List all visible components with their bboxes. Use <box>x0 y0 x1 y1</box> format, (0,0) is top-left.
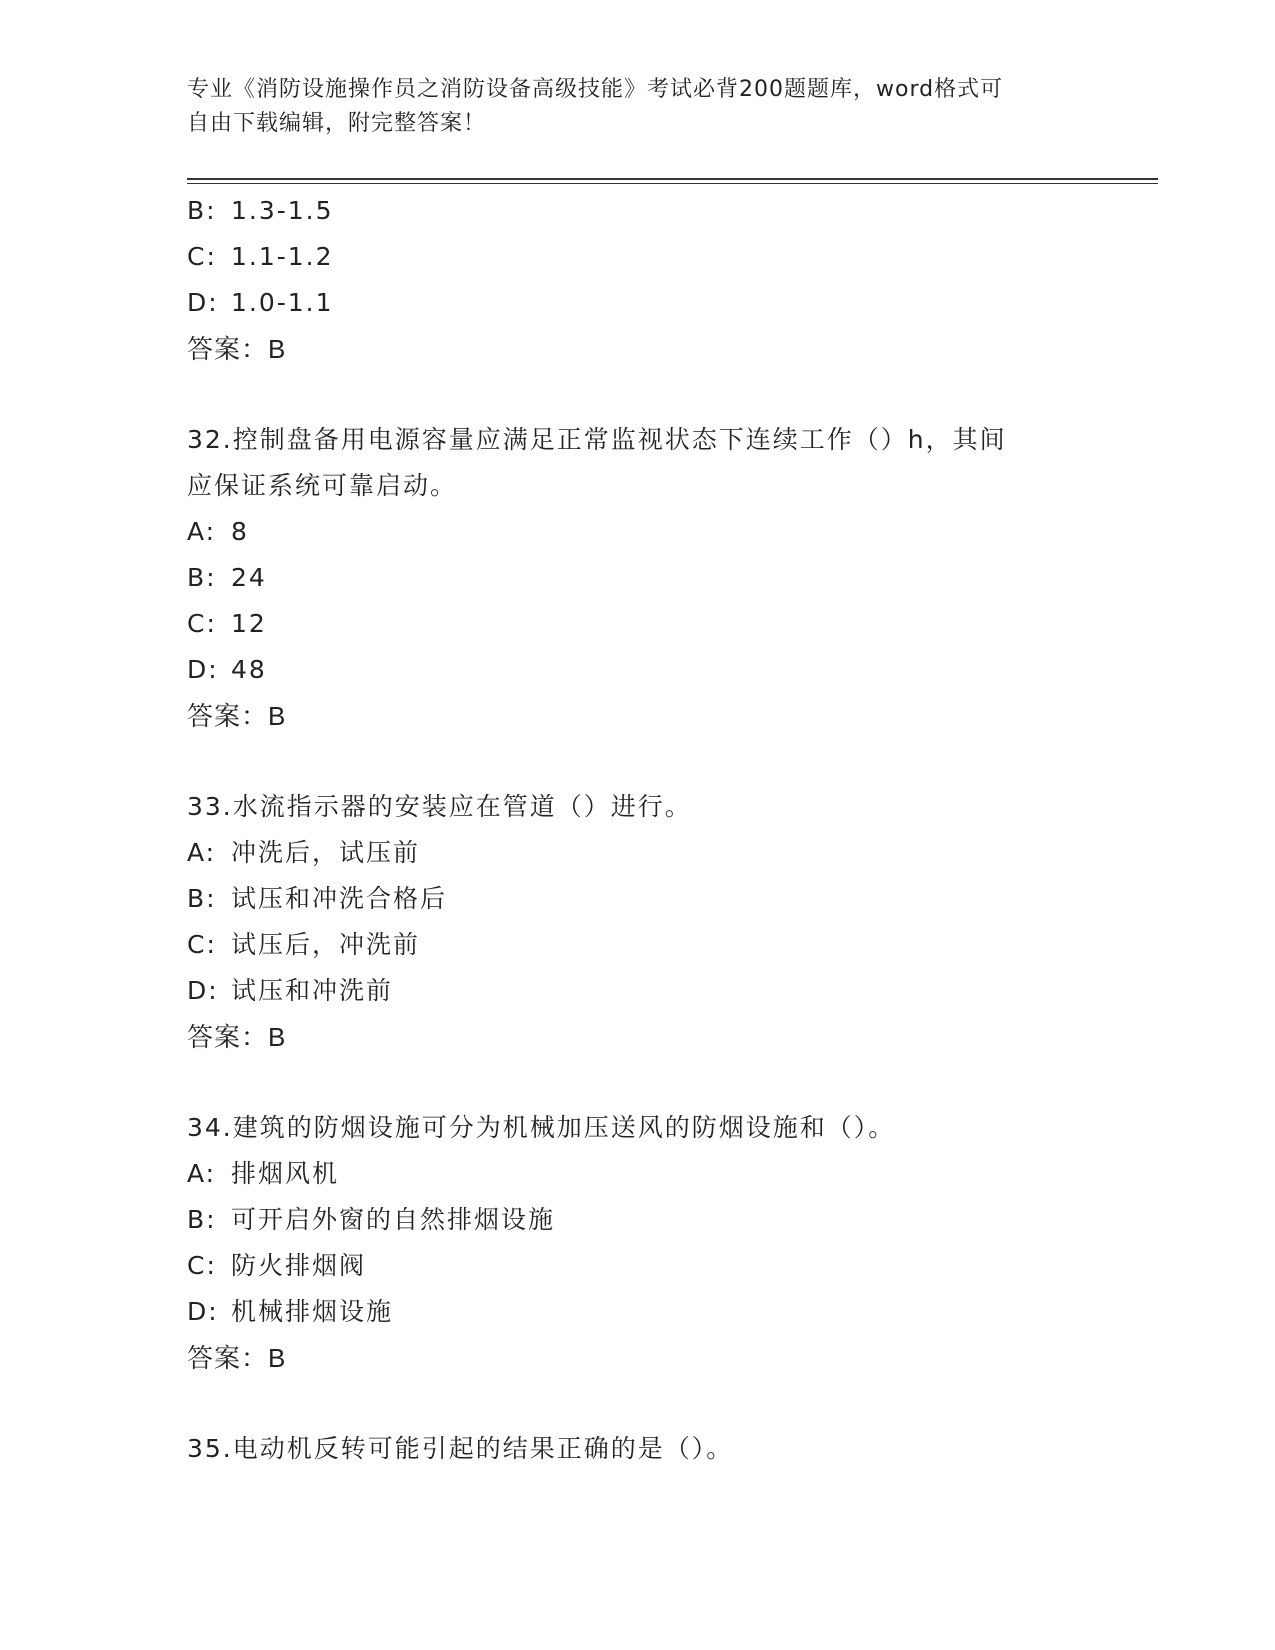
question-line: 35.电动机反转可能引起的结果正确的是（）。 <box>187 1434 734 1463</box>
header-line-2: 自由下载编辑，附完整答案！ <box>187 111 487 136</box>
answer-text: 答案：B <box>187 1343 287 1373</box>
question-text <box>187 1105 1087 1151</box>
option-c: C: 防火排烟阀 <box>187 1251 367 1280</box>
option-b: B: 1.3-1.5 <box>187 196 334 225</box>
question-line: 34.建筑的防烟设施可分为机械加压送风的防烟设施和（）。 <box>187 1113 896 1142</box>
header-rule-thick <box>187 178 1158 180</box>
option-c: C: 试压后，冲洗前 <box>187 930 421 959</box>
question-line: 33.水流指示器的安装应在管道（）进行。 <box>187 792 692 821</box>
question-block-33 <box>187 784 1087 1060</box>
option-b: B: 24 <box>187 563 267 592</box>
answer-text: 答案：B <box>187 701 287 731</box>
option-d: D: 1.0-1.1 <box>187 288 334 317</box>
spacer <box>187 1381 1087 1426</box>
option-a: A: 排烟风机 <box>187 1159 340 1188</box>
answer-text: 答案：B <box>187 1022 287 1052</box>
question-text <box>187 417 1087 509</box>
header-line-1: 专业《消防设施操作员之消防设备高级技能》考试必背200题题库，word格式可 <box>187 77 1004 102</box>
question-block-31-continued <box>187 188 1087 372</box>
answer-text: 答案：B <box>187 334 287 364</box>
header-rule-thin <box>187 183 1158 184</box>
option-d: D: 试压和冲洗前 <box>187 976 394 1005</box>
option-d: D: 48 <box>187 655 267 684</box>
option-b: B: 可开启外窗的自然排烟设施 <box>187 1205 556 1234</box>
option-b: B: 试压和冲洗合格后 <box>187 884 448 913</box>
spacer <box>187 739 1087 784</box>
question-block-35 <box>187 1426 1087 1472</box>
question-block-32 <box>187 417 1087 739</box>
question-line: 32.控制盘备用电源容量应满足正常监视状态下连续工作（）h，其间 <box>187 425 1007 454</box>
option-a: A: 冲洗后，试压前 <box>187 838 421 867</box>
question-text <box>187 1426 1087 1472</box>
document-header <box>187 73 1087 141</box>
option-a: A: 8 <box>187 517 249 546</box>
spacer <box>187 372 1087 417</box>
question-block-34 <box>187 1105 1087 1381</box>
option-c: C: 12 <box>187 609 267 638</box>
question-line: 应保证系统可靠启动。 <box>187 471 458 500</box>
question-list <box>187 188 1087 1472</box>
spacer <box>187 1060 1087 1105</box>
option-c: C: 1.1-1.2 <box>187 242 334 271</box>
question-text <box>187 784 1087 830</box>
option-d: D: 机械排烟设施 <box>187 1297 394 1326</box>
